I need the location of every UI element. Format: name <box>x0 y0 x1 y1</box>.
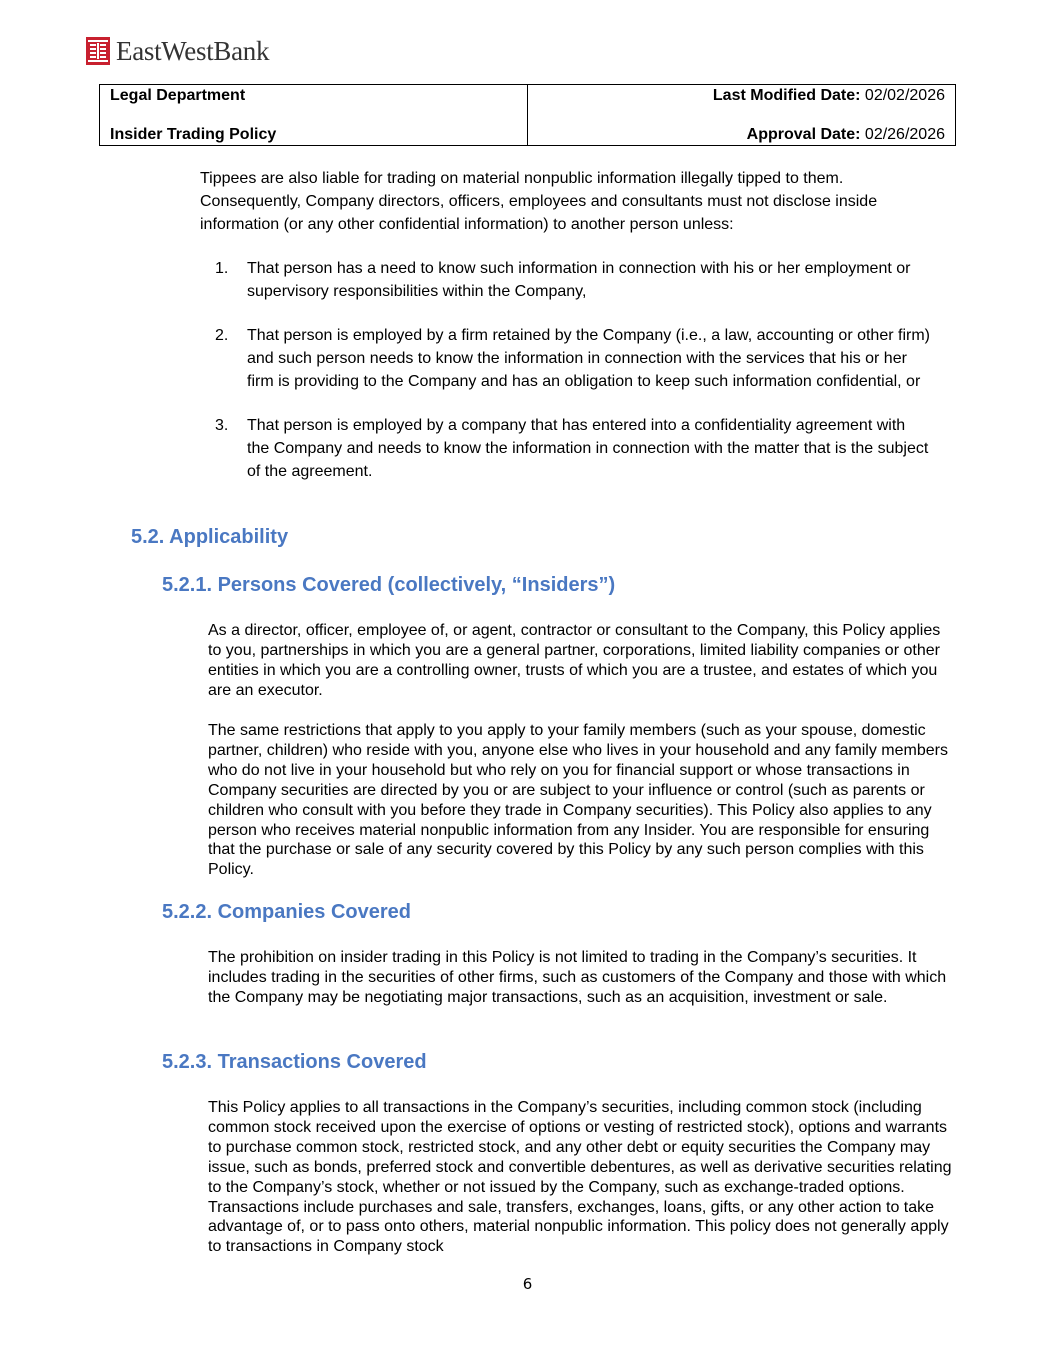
department-name: Legal Department <box>110 87 246 104</box>
section-heading-persons-covered: 5.2.1. Persons Covered (collectively, “Insiders”) <box>162 574 616 596</box>
policy-name: Insider Trading Policy <box>110 126 277 143</box>
companies-paragraph: The prohibition on insider trading in this Policy is not limited to trading in the Company’s securities. It includes trading in the securities of other firms, such as customers of the Company and those with which the Company may be negotiating major transactions, such as an acquisition, investment or sale. <box>208 949 947 1006</box>
transactions-paragraph: This Policy applies to all transactions in the Company’s securities, including common stock (including common stock received upon the exercise of options or vesting of restricted stock), options and warrants to purchase common stock, restricted stock, and any other debt or equity securities the Company may issue, such as bonds, preferred stock and convertible debentures, as well as derivative securities relating to the Company’s stock, whether or not issued by the Company, such as exchange-traded options. Transactions include purchases and sale, transfers, exchanges, loans, gifts, or any other action to take advantage of, or to pass onto others, material nonpublic information. This policy does not generally apply to transactions in Company stock <box>208 1099 952 1256</box>
logo-text: EastWestBank <box>116 36 270 66</box>
list-item-number: 1. <box>215 260 229 277</box>
list-item-text: That person has a need to know such information in connection with his or her employment or supervisory responsibilities within the Company, <box>247 260 911 300</box>
section-heading-companies-covered: 5.2.2. Companies Covered <box>162 901 411 923</box>
list-item-number: 2. <box>215 327 229 344</box>
approval-label: Approval Date: <box>746 126 861 143</box>
intro-paragraph: Tippees are also liable for trading on material nonpublic information illegally tipped to them. Consequently, Company directors, officers, employees and consultants must not disclose inside information (or any other confidential information) to another person unless: <box>200 170 878 233</box>
approval-value: 02/26/2026 <box>860 126 945 143</box>
section-heading-transactions-covered: 5.2.3. Transactions Covered <box>162 1051 427 1073</box>
persons-paragraph-1: As a director, officer, employee of, or agent, contractor or consultant to the Company, this Policy applies to you, partnerships in which you are a general partner, corporations, limited liability companies or other entities in which you are a controlling owner, trusts of which you are a trustee, and estates of which you are an executor. <box>208 622 941 699</box>
approval-line <box>538 125 945 145</box>
header-right-cell <box>528 85 956 146</box>
list-item-text: That person is employed by a company that has entered into a confidentiality agreement with the Company and needs to know the information in connection with the matter that is the subject of the agreement. <box>247 417 929 480</box>
list-item-number: 3. <box>215 417 229 434</box>
company-logo <box>86 36 269 66</box>
last-modified-line <box>538 86 945 106</box>
list-item <box>200 324 930 393</box>
page-number: 6 <box>522 1275 533 1293</box>
header-left-cell <box>100 85 528 146</box>
persons-paragraph-2: The same restrictions that apply to you apply to your family members (such as your spouse, domestic partner, children) who reside with you, anyone else who lives in your household and any family members who do not live in your household but who rely on you for financial support or whose transactions in Company securities are directed by you or are subject to your influence or control (such as parents or children who consult with you before they trade in Company securities). This Policy also applies to any person who receives material nonpublic information from any Insider. You are responsible for ensuring that the purchase or sale of any security covered by this Policy by any such person complies with this Policy. <box>208 722 948 879</box>
last-modified-label: Last Modified Date: <box>712 87 861 104</box>
list-item <box>200 414 930 483</box>
last-modified-value: 02/02/2026 <box>860 87 945 104</box>
list-item-text: That person is employed by a firm retained by the Company (i.e., a law, accounting or other firm) and such person needs to know the information in connection with the services that his or her firm is providing to the Company and has an obligation to keep such information confidential, or <box>247 327 930 390</box>
disclosure-exceptions-list <box>200 257 930 483</box>
list-item <box>200 257 930 303</box>
section-heading-applicability: 5.2. Applicability <box>131 526 289 548</box>
document-header-table <box>99 84 956 146</box>
east-west-bank-logo-icon <box>86 37 110 65</box>
